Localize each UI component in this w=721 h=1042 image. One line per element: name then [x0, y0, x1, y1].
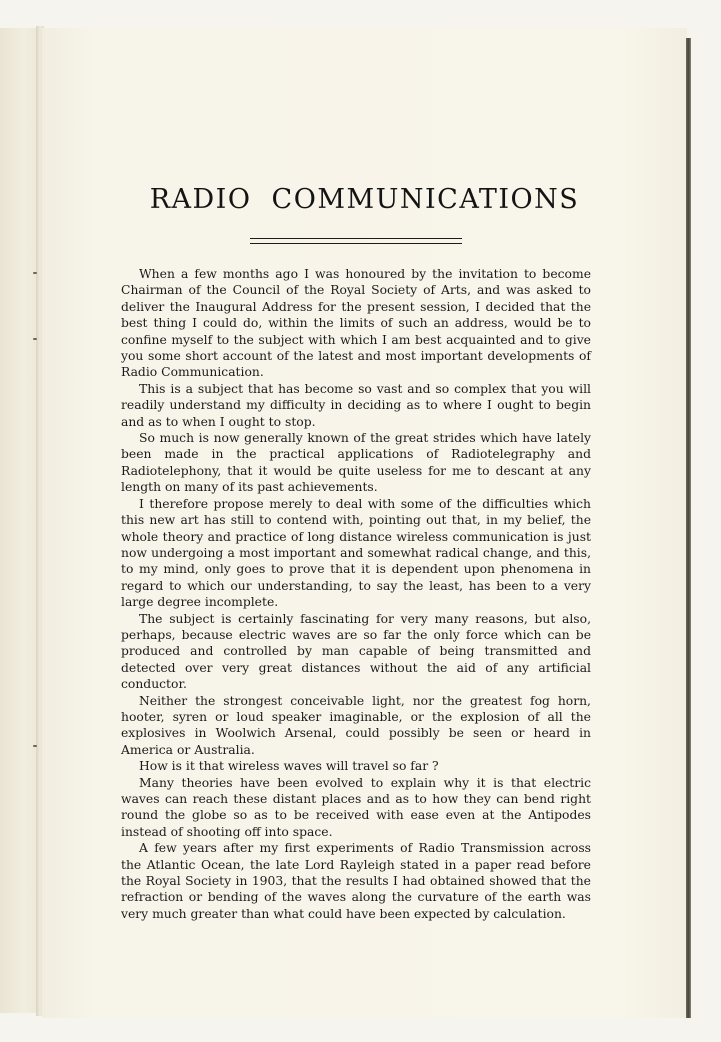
title-rule-bottom	[250, 243, 462, 244]
left-page-edge	[0, 28, 40, 1013]
binding-stitch	[33, 338, 37, 345]
title-rule-top	[250, 238, 462, 239]
body-text	[121, 266, 591, 922]
binding-stitch	[33, 272, 37, 279]
paragraph: When a few months ago I was honoured by the invitation to become Chairman of the Council of the Royal Society of Arts, and was asked to deliver the Inaugural Address for the present session, I decided that the best thing I could do, within the limits of such an address, would be to confine myself to the subject with which I am best acquainted and to give you some short account of the latest and most important developments of Radio Communication.	[121, 267, 591, 380]
paragraph: So much is now generally known of the great strides which have lately been made in the practical applications of Radiotelegraphy and Radiotelephony, that it would be quite useless for me to descant at any length on many of its past achievements.	[121, 431, 591, 495]
paragraph: The subject is certainly fascinating for very many reasons, but also, perhaps, because electric waves are so far the only force which can be produced and controlled by man capable of being transmitted and detected over very great distances without the aid of any artificial conductor.	[121, 611, 591, 692]
paragraph: A few years after my first experiments of Radio Transmission across the Atlantic Ocean, the late Lord Rayleigh stated in a paper read before the Royal Society in 1903, that the results I had obtained showed that the refraction or bending of the waves along the curvature of the earth was very much greater than what could have been expected by calculation.	[121, 841, 591, 921]
paragraph: How is it that wireless waves will travel so far ?	[139, 759, 439, 774]
paragraph: Many theories have been evolved to explain why it is that electric waves can reach these distant places and as to how they can bend right round the globe so as to be received with ease even at the Antipodes instead of shooting off into space.	[121, 775, 591, 839]
binding-stitch	[33, 745, 37, 752]
paragraph: Neither the strongest conceivable light, nor the greatest fog horn, hooter, syren or loud speaker imaginable, or the explosion of all the explosives in Woolwich Arsenal, could possibly be seen or heard in America or Australia.	[121, 693, 591, 757]
paragraph: This is a subject that has become so vast and so complex that you will readily understand my difficulty in deciding as to where I ought to begin and as to when I ought to stop.	[121, 381, 591, 429]
page-title: RADIO COMMUNICATIONS	[149, 184, 580, 215]
paragraph: I therefore propose merely to deal with some of the difficulties which this new art has still to contend with, pointing out that, in my belief, the whole theory and practice of long distance wireless communication is just now undergoing a most important and somewhat radical change, and this, to my mind, only goes to prove that it is dependent upon phenomena in regard to which our understanding, to say the least, has been to a very large degree incomplete.	[121, 496, 591, 610]
